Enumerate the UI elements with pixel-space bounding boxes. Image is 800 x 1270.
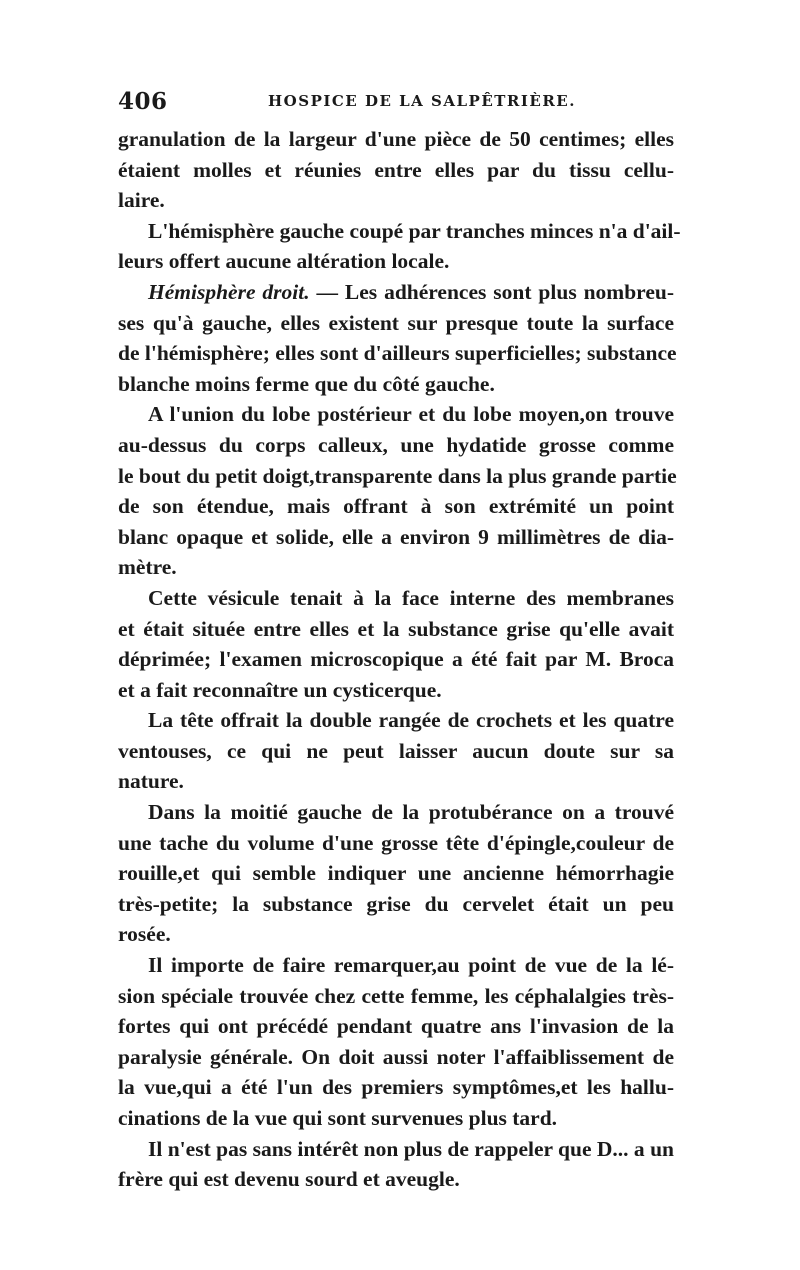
text-line bbox=[118, 583, 674, 614]
text-line bbox=[118, 277, 674, 308]
line-text: fortes qui ont précédé pendant quatre ans l'invasion de la bbox=[118, 1014, 674, 1039]
text-line bbox=[118, 1072, 674, 1103]
text-line bbox=[118, 308, 674, 339]
body-text bbox=[118, 124, 681, 1195]
line-text: le bout du petit doigt,transparente dans la plus grande partie bbox=[118, 463, 677, 488]
text-line bbox=[118, 1042, 674, 1073]
text-line bbox=[118, 736, 674, 767]
line-text: nature. bbox=[118, 769, 184, 794]
page-header bbox=[118, 88, 678, 122]
line-text: paralysie générale. On doit aussi noter l'affaiblissement de bbox=[118, 1044, 674, 1069]
text-line bbox=[118, 1011, 674, 1042]
text-line bbox=[118, 981, 674, 1012]
line-text: de son étendue, mais offrant à son extrémité un point bbox=[118, 494, 674, 519]
text-line bbox=[118, 675, 674, 706]
line-text: Il importe de faire remarquer,au point de vue de la lé- bbox=[148, 953, 674, 978]
text-line bbox=[118, 889, 674, 920]
line-text: mètre. bbox=[118, 555, 177, 580]
line-text: La tête offrait la double rangée de crochets et les quatre bbox=[148, 708, 674, 733]
line-text: étaient molles et réunies entre elles par du tissu cellu- bbox=[118, 157, 674, 182]
line-text: et était située entre elles et la substance grise qu'elle avait bbox=[118, 616, 674, 641]
text-line bbox=[118, 399, 674, 430]
line-text: cinations de la vue qui sont survenues plus tard. bbox=[118, 1106, 558, 1130]
line-text: Cette vésicule tenait à la face interne des membranes bbox=[148, 585, 674, 610]
line-text: frère qui est devenu sourd et aveugle. bbox=[118, 1167, 460, 1192]
line-text: rouille,et qui semble indiquer une ancienne hémorrhagie bbox=[118, 861, 674, 886]
line-text: rosée. bbox=[118, 922, 171, 947]
line-text: — Les adhérences sont plus nombreu- bbox=[309, 279, 674, 304]
text-line bbox=[118, 1134, 674, 1165]
text-line bbox=[118, 216, 681, 247]
line-text: au-dessus du corps calleux, une hydatide grosse comme bbox=[118, 432, 674, 457]
line-text: leurs offert aucune altération locale. bbox=[118, 249, 450, 274]
text-line bbox=[118, 430, 674, 461]
text-line bbox=[118, 705, 674, 736]
text-line bbox=[118, 522, 674, 553]
text-line bbox=[118, 185, 674, 216]
line-text: laire. bbox=[118, 188, 165, 213]
line-text: très-petite; la substance grise du cervelet était un peu bbox=[118, 891, 674, 916]
text-line bbox=[118, 858, 674, 889]
text-line bbox=[118, 552, 674, 583]
page-number: 406 bbox=[118, 88, 168, 115]
text-line bbox=[118, 338, 677, 369]
section-heading: Hémisphère droit. bbox=[148, 279, 310, 304]
line-text: blanche moins ferme que du côté gauche. bbox=[118, 371, 495, 396]
text-line bbox=[118, 828, 674, 859]
line-text: de l'hémisphère; elles sont d'ailleurs superficielles; substance bbox=[118, 341, 677, 366]
text-line bbox=[118, 644, 674, 675]
text-line bbox=[118, 1164, 674, 1195]
line-text: la vue,qui a été l'un des premiers symptômes,et les hallu- bbox=[118, 1075, 674, 1100]
text-line bbox=[118, 461, 677, 492]
line-text: sion spéciale trouvée chez cette femme, les céphalalgies très- bbox=[118, 983, 674, 1008]
text-line bbox=[118, 491, 674, 522]
text-line bbox=[118, 369, 674, 400]
line-text: ventouses, ce qui ne peut laisser aucun doute sur sa bbox=[118, 738, 674, 763]
text-line bbox=[118, 124, 674, 155]
line-text: déprimée; l'examen microscopique a été fait par M. Broca bbox=[118, 647, 674, 672]
line-text: A l'union du lobe postérieur et du lobe moyen,on trouve bbox=[148, 402, 674, 427]
line-text: ses qu'à gauche, elles existent sur presque toute la surface bbox=[118, 310, 674, 335]
line-text: Dans la moitié gauche de la protubérance on a trouvé bbox=[148, 800, 674, 825]
running-head: HOSPICE DE LA SALPÊTRIÈRE. bbox=[268, 92, 576, 110]
text-line bbox=[118, 155, 674, 186]
text-line bbox=[118, 614, 674, 645]
line-text: granulation de la largeur d'une pièce de 50 centimes; elles bbox=[118, 127, 674, 151]
line-text: L'hémisphère gauche coupé par tranches minces n'a d'ail- bbox=[148, 218, 681, 243]
text-line bbox=[118, 950, 674, 981]
text-line bbox=[118, 919, 674, 950]
text-line bbox=[118, 766, 674, 797]
text-line bbox=[118, 246, 674, 277]
line-text: blanc opaque et solide, elle a environ 9 millimètres de dia- bbox=[118, 524, 674, 549]
text-line bbox=[118, 797, 674, 828]
text-line bbox=[118, 1103, 674, 1134]
line-text: une tache du volume d'une grosse tête d'épingle,couleur de bbox=[118, 830, 674, 855]
line-text: et a fait reconnaître un cysticerque. bbox=[118, 677, 442, 702]
line-text: Il n'est pas sans intérêt non plus de rappeler que D... a un bbox=[148, 1136, 674, 1161]
